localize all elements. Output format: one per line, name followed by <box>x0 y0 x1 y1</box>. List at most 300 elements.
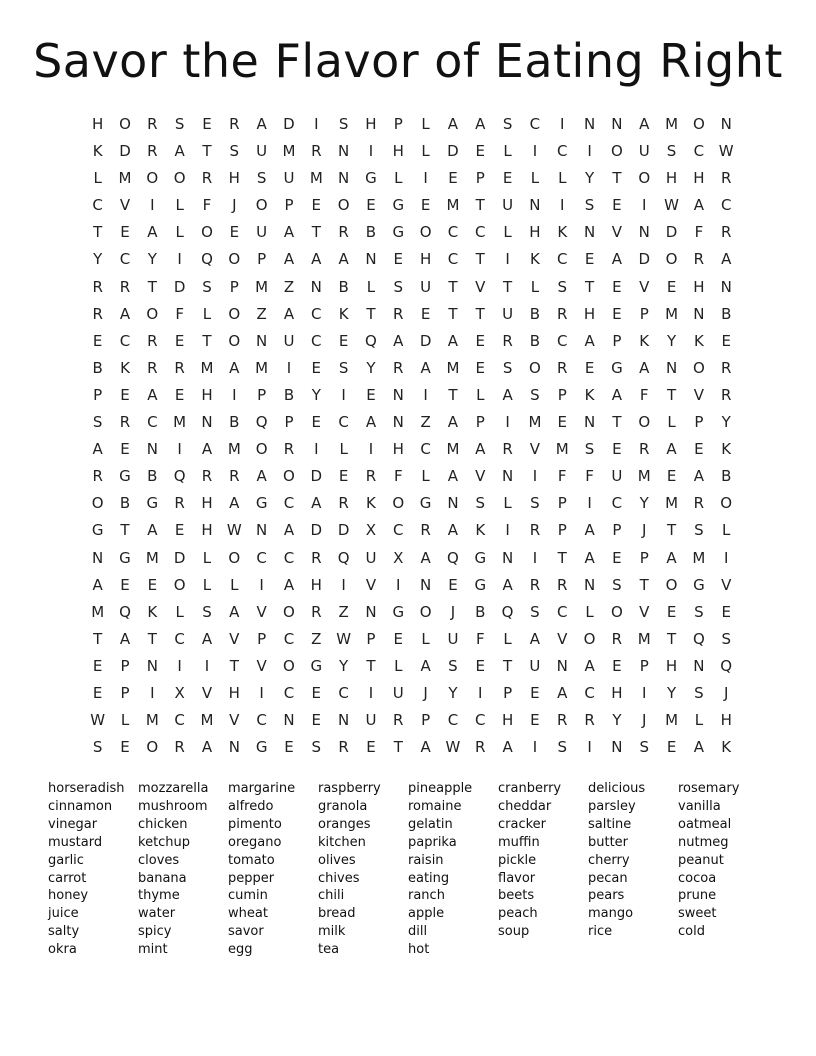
grid-letter: L <box>476 385 485 404</box>
letter-grid <box>84 114 740 764</box>
grid-letter: E <box>174 385 185 404</box>
grid-letter: N <box>611 738 623 757</box>
grid-letter: E <box>147 575 158 594</box>
grid-letter: C <box>92 196 103 215</box>
grid-letter: R <box>338 738 349 757</box>
grid-letter: U <box>392 683 404 702</box>
grid-letter: J <box>423 683 428 702</box>
grid-letter: T <box>503 277 513 296</box>
grid-letter: A <box>420 358 431 377</box>
word-list-item: peach <box>498 906 538 922</box>
grid-letter: O <box>392 494 405 513</box>
grid-letter: Q <box>447 548 459 567</box>
grid-letter: A <box>283 223 295 242</box>
grid-letter: I <box>587 142 592 161</box>
grid-letter: W <box>718 142 734 161</box>
grid-letter: S <box>502 115 513 133</box>
grid-letter: N <box>583 413 596 432</box>
grid-letter: I <box>505 250 510 269</box>
grid-letter: D <box>638 250 650 269</box>
grid-letter: D <box>283 115 295 133</box>
word-list-item: cold <box>678 924 705 940</box>
grid-letter: R <box>557 575 568 594</box>
grid-letter: O <box>583 629 596 648</box>
word-list-item: cracker <box>498 816 547 832</box>
grid-letter: U <box>529 656 541 675</box>
grid-letter: B <box>283 385 295 404</box>
grid-letter: N <box>310 277 322 296</box>
grid-letter: T <box>612 413 622 432</box>
grid-letter: D <box>119 142 131 161</box>
word-list-item: mango <box>588 906 634 922</box>
grid-letter: C <box>256 548 267 567</box>
word-list-item: paprika <box>408 834 457 850</box>
grid-letter: N <box>146 440 158 459</box>
grid-letter: S <box>639 738 649 757</box>
grid-letter: O <box>146 738 159 757</box>
grid-letter: R <box>92 304 103 323</box>
word-list-column <box>498 780 588 959</box>
grid-letter: E <box>448 169 458 188</box>
grid-letter: P <box>93 385 103 404</box>
grid-letter: Y <box>666 331 677 350</box>
grid-letter: C <box>119 250 131 269</box>
grid-letter: L <box>394 656 403 675</box>
grid-letter: I <box>560 196 565 215</box>
grid-letter: A <box>475 440 486 459</box>
grid-letter: G <box>611 358 623 377</box>
grid-letter: C <box>475 223 486 242</box>
grid-letter: F <box>475 629 485 648</box>
grid-letter: G <box>119 548 131 567</box>
grid-letter: M <box>255 358 269 377</box>
grid-letter: R <box>119 277 131 296</box>
grid-letter: A <box>420 738 431 757</box>
grid-letter: O <box>146 169 159 188</box>
grid-letter: L <box>93 169 102 188</box>
grid-letter: I <box>587 494 592 513</box>
grid-letter: A <box>338 250 349 269</box>
grid-letter: G <box>91 521 104 540</box>
grid-letter: C <box>338 683 349 702</box>
word-list-item: muffin <box>498 834 540 850</box>
word-list-item: mushroom <box>138 798 208 814</box>
grid-letter: T <box>557 548 567 567</box>
word-list-item: okra <box>48 942 77 958</box>
grid-letter: R <box>92 467 103 486</box>
grid-letter: A <box>447 521 459 540</box>
grid-letter: Q <box>119 602 131 621</box>
grid-letter: N <box>665 358 678 377</box>
grid-letter: O <box>146 304 159 323</box>
word-list-item: water <box>138 906 176 922</box>
grid-letter: P <box>229 277 239 296</box>
grid-letter: E <box>393 250 404 269</box>
grid-letter: E <box>584 250 595 269</box>
word-list-item: cheddar <box>498 798 552 814</box>
word-list-item: ranch <box>408 888 445 904</box>
grid-letter: R <box>720 358 732 377</box>
grid-letter: O <box>173 575 186 594</box>
grid-letter: Y <box>448 683 458 702</box>
grid-letter: I <box>177 656 182 675</box>
grid-letter: N <box>283 711 295 730</box>
grid-letter: P <box>694 413 704 432</box>
grid-letter: L <box>175 196 184 215</box>
grid-letter: I <box>204 656 210 675</box>
grid-letter: R <box>693 250 705 269</box>
grid-letter: A <box>119 629 131 648</box>
grid-letter: O <box>665 575 678 594</box>
grid-letter: I <box>150 196 155 215</box>
grid-letter: R <box>201 467 213 486</box>
grid-letter: Q <box>337 548 350 567</box>
grid-letter: O <box>283 656 295 675</box>
grid-letter: N <box>256 331 268 350</box>
grid-letter: M <box>446 358 460 377</box>
grid-letter: A <box>584 656 595 675</box>
grid-letter: R <box>311 142 322 161</box>
word-list-item: carrot <box>48 870 87 886</box>
word-list-item: garlic <box>48 852 84 868</box>
grid-letter: S <box>174 115 185 133</box>
grid-letter: P <box>503 683 513 702</box>
grid-letter: M <box>446 440 460 459</box>
grid-row <box>84 629 740 656</box>
word-list-item: delicious <box>588 781 646 796</box>
grid-letter: D <box>310 521 323 540</box>
grid-letter: C <box>174 711 185 730</box>
grid-letter: O <box>173 169 186 188</box>
grid-letter: M <box>555 440 569 459</box>
grid-letter: F <box>175 304 184 323</box>
grid-letter: C <box>611 494 623 513</box>
grid-letter: U <box>365 711 377 730</box>
word-list-item: juice <box>48 906 79 922</box>
grid-letter: R <box>147 142 158 161</box>
grid-letter: R <box>720 169 732 188</box>
grid-letter: Q <box>255 413 268 432</box>
grid-row <box>84 114 740 141</box>
grid-row <box>84 548 740 575</box>
grid-letter: F <box>694 223 704 242</box>
grid-letter: M <box>665 115 679 133</box>
grid-letter: Y <box>147 250 157 269</box>
grid-letter: F <box>639 385 649 404</box>
grid-letter: V <box>256 656 267 675</box>
grid-letter: M <box>118 169 132 188</box>
grid-letter: V <box>639 277 650 296</box>
grid-letter: O <box>119 115 131 133</box>
grid-letter: L <box>339 440 348 459</box>
grid-letter: L <box>175 602 184 621</box>
grid-letter: I <box>642 683 647 702</box>
grid-letter: M <box>145 548 159 567</box>
grid-letter: P <box>612 331 622 350</box>
grid-letter: O <box>529 358 541 377</box>
grid-letter: Y <box>93 250 103 269</box>
grid-letter: E <box>475 142 485 161</box>
grid-letter: Y <box>584 169 595 188</box>
grid-letter: N <box>583 223 596 242</box>
grid-letter: A <box>666 440 677 459</box>
grid-letter: H <box>611 683 623 702</box>
grid-letter: E <box>120 575 130 594</box>
grid-letter: L <box>202 304 212 323</box>
grid-letter: Q <box>720 656 733 675</box>
grid-letter: R <box>338 494 349 513</box>
grid-letter: A <box>393 331 404 350</box>
grid-letter: R <box>475 738 486 757</box>
grid-letter: S <box>475 494 486 513</box>
word-list-item: apple <box>408 906 445 922</box>
grid-letter: L <box>558 169 567 188</box>
grid-letter: E <box>338 331 349 350</box>
grid-letter: N <box>201 413 213 432</box>
grid-letter: Q <box>692 629 705 648</box>
grid-letter: E <box>475 358 485 377</box>
word-list-column <box>48 780 138 959</box>
grid-letter: A <box>147 521 158 540</box>
grid-letter: N <box>583 115 596 133</box>
grid-letter: G <box>392 602 405 621</box>
grid-letter: M <box>665 711 679 730</box>
grid-letter: B <box>529 331 541 350</box>
grid-letter: I <box>368 683 374 702</box>
grid-letter: K <box>366 494 376 513</box>
grid-letter: S <box>202 277 212 296</box>
grid-letter: E <box>420 304 431 323</box>
grid-letter: N <box>228 738 240 757</box>
grid-letter: T <box>612 169 622 188</box>
grid-letter: R <box>720 385 732 404</box>
grid-letter: E <box>92 656 103 675</box>
grid-letter: H <box>92 115 104 133</box>
grid-letter: K <box>475 521 486 540</box>
grid-letter: R <box>229 115 240 133</box>
grid-letter: R <box>557 711 568 730</box>
grid-letter: P <box>475 413 485 432</box>
word-list-item: pimento <box>228 816 282 832</box>
word-list-item: pecan <box>588 870 628 886</box>
grid-letter: B <box>338 277 349 296</box>
word-list-item: banana <box>138 870 187 886</box>
word-list-column <box>138 780 228 959</box>
grid-letter: S <box>311 738 322 757</box>
grid-letter: N <box>92 548 104 567</box>
grid-letter: E <box>475 331 485 350</box>
grid-letter: U <box>611 467 623 486</box>
grid-letter: R <box>393 711 404 730</box>
grid-letter: O <box>228 548 241 567</box>
grid-letter: U <box>447 629 459 648</box>
word-list-item: soup <box>498 924 530 940</box>
grid-letter: U <box>256 223 268 242</box>
grid-letter: H <box>693 277 705 296</box>
grid-letter: F <box>585 467 594 486</box>
word-list-item: alfredo <box>228 798 274 814</box>
grid-letter: K <box>721 738 732 757</box>
word-list-item: egg <box>228 942 253 958</box>
grid-letter: I <box>259 683 264 702</box>
grid-letter: N <box>256 521 268 540</box>
grid-letter: N <box>392 413 404 432</box>
grid-letter: A <box>256 115 267 133</box>
word-list-item: mustard <box>48 834 103 850</box>
grid-letter: I <box>642 196 647 215</box>
grid-letter: V <box>475 277 486 296</box>
grid-letter: U <box>502 196 514 215</box>
word-list-item: mozzarella <box>138 781 209 796</box>
grid-letter: A <box>420 548 431 567</box>
grid-letter: A <box>256 467 267 486</box>
grid-letter: A <box>584 331 595 350</box>
grid-letter: E <box>202 115 212 133</box>
grid-letter: L <box>667 413 676 432</box>
grid-letter: E <box>311 711 322 730</box>
grid-letter: E <box>92 331 103 350</box>
grid-letter: E <box>721 331 731 350</box>
grid-letter: C <box>338 413 349 432</box>
grid-letter: S <box>229 142 240 161</box>
word-list-column <box>228 780 318 959</box>
word-list-item: kitchen <box>318 834 366 850</box>
grid-letter: A <box>283 304 295 323</box>
word-list-item: pepper <box>228 870 275 886</box>
grid-letter: T <box>202 331 212 350</box>
word-list-item: granola <box>318 798 368 814</box>
grid-letter: Y <box>612 711 622 730</box>
grid-letter: A <box>447 467 459 486</box>
grid-letter: C <box>283 629 295 648</box>
grid-letter: T <box>366 304 376 323</box>
grid-letter: H <box>693 169 705 188</box>
grid-letter: Y <box>311 385 321 404</box>
grid-letter: P <box>284 413 294 432</box>
grid-letter: H <box>419 250 432 269</box>
grid-row <box>84 683 740 710</box>
grid-letter: T <box>120 521 130 540</box>
grid-row <box>84 168 740 195</box>
grid-letter: C <box>119 331 131 350</box>
grid-letter: A <box>229 358 240 377</box>
word-list-item: rosemary <box>678 781 740 796</box>
grid-letter: M <box>282 142 296 161</box>
grid-letter: H <box>228 683 240 702</box>
word-list-item: wheat <box>228 906 268 922</box>
grid-letter: A <box>611 385 623 404</box>
grid-letter: A <box>502 738 513 757</box>
word-list-item: saltine <box>588 816 632 832</box>
grid-letter: S <box>92 413 103 432</box>
word-list-column <box>408 780 498 959</box>
grid-letter: C <box>256 711 267 730</box>
grid-letter: T <box>311 223 321 242</box>
grid-letter: A <box>584 521 595 540</box>
grid-row <box>84 575 740 602</box>
grid-letter: K <box>639 331 650 350</box>
grid-letter: A <box>529 629 541 648</box>
grid-letter: U <box>283 169 295 188</box>
grid-letter: A <box>502 575 513 594</box>
grid-letter: U <box>638 142 650 161</box>
word-list-item: bread <box>318 906 356 922</box>
grid-letter: S <box>694 683 704 702</box>
grid-letter: H <box>720 711 732 730</box>
grid-letter: U <box>256 142 268 161</box>
word-list-item: ketchup <box>138 834 191 850</box>
grid-letter: P <box>421 711 431 730</box>
grid-letter: I <box>560 115 565 133</box>
grid-letter: O <box>692 358 705 377</box>
word-list-item: spicy <box>138 924 172 940</box>
word-list-item: beets <box>498 888 535 904</box>
grid-letter: R <box>529 575 541 594</box>
grid-letter: S <box>530 494 540 513</box>
grid-letter: X <box>174 683 185 702</box>
grid-letter: L <box>202 575 212 594</box>
grid-letter: C <box>420 440 431 459</box>
word-list-item: hot <box>408 942 430 958</box>
grid-letter: S <box>612 575 622 594</box>
grid-letter: R <box>529 521 541 540</box>
grid-letter: A <box>447 331 459 350</box>
grid-letter: M <box>173 413 187 432</box>
grid-letter: M <box>637 467 651 486</box>
grid-letter: S <box>393 277 404 296</box>
word-list <box>48 780 768 959</box>
grid-letter: E <box>721 602 731 621</box>
grid-letter: L <box>175 223 184 242</box>
grid-letter: A <box>584 548 595 567</box>
grid-letter: T <box>448 277 458 296</box>
grid-letter: E <box>120 440 130 459</box>
grid-letter: E <box>584 358 595 377</box>
grid-letter: F <box>202 196 212 215</box>
grid-letter: R <box>147 331 158 350</box>
word-list-item: cocoa <box>678 870 717 886</box>
grid-row <box>84 277 740 304</box>
grid-letter: Y <box>721 413 731 432</box>
grid-letter: Z <box>311 629 322 648</box>
grid-letter: R <box>338 223 349 242</box>
word-list-item: cloves <box>138 852 180 868</box>
grid-letter: C <box>174 629 185 648</box>
grid-letter: E <box>120 223 130 242</box>
grid-letter: C <box>557 142 568 161</box>
grid-letter: E <box>475 656 485 675</box>
grid-letter: M <box>91 602 105 621</box>
grid-letter: W <box>90 711 106 730</box>
grid-letter: E <box>666 467 677 486</box>
grid-letter: A <box>147 223 158 242</box>
grid-letter: R <box>557 358 568 377</box>
grid-letter: T <box>666 629 677 648</box>
grid-letter: E <box>612 440 622 459</box>
grid-letter: L <box>585 602 594 621</box>
grid-letter: R <box>584 711 595 730</box>
grid-row <box>84 710 740 737</box>
grid-letter: P <box>557 385 567 404</box>
grid-letter: S <box>530 385 540 404</box>
grid-row <box>84 385 740 412</box>
word-list-item: horseradish <box>48 781 125 796</box>
grid-letter: C <box>147 413 158 432</box>
word-list-item: chicken <box>138 816 188 832</box>
grid-letter: Y <box>639 494 649 513</box>
grid-letter: W <box>226 521 242 540</box>
grid-letter: H <box>501 711 514 730</box>
